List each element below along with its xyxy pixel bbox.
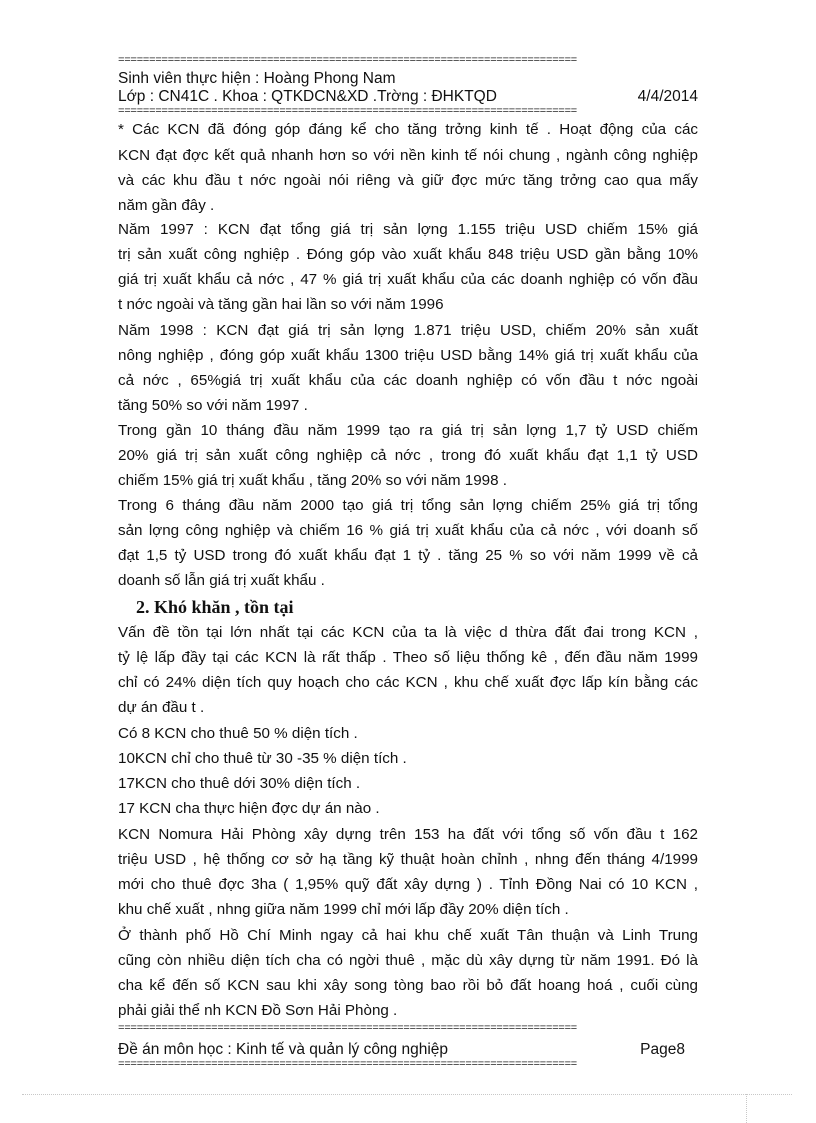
p6-line-3: chỉ có 24% diện tích quy hoạch cho các KCN , khu chế xuất đợc lấp kín bằng các xyxy=(118,674,698,691)
list-item-4: 17 KCN cha thực hiện đợc dự án nào . xyxy=(118,800,380,817)
list-item-3: 17KCN cho thuê dới 30% diện tích . xyxy=(118,775,361,792)
p5-line-1: Trong 6 tháng đầu năm 2000 tạo giá trị tổng sản lợng chiếm 25% giá trị tổng xyxy=(118,497,698,514)
list-item-1: Có 8 KCN cho thuê 50 % diện tích . xyxy=(118,725,358,742)
header-separator-bottom: ========================================================================== xyxy=(118,108,577,116)
p2-line-1: Năm 1997 : KCN đạt tổng giá trị sản lợng 1.155 triệu USD chiếm 15% giá xyxy=(118,221,698,238)
p6-line-2: tỷ lệ lấp đầy tại các KCN là rất thấp . Theo số liệu thống kê , đến đầu năm 1999 xyxy=(118,649,698,666)
section-heading: 2. Khó khăn , tồn tại xyxy=(136,597,294,617)
p8-line-4: phải giải thể nh KCN Đồ Sơn Hải Phòng . xyxy=(118,1002,398,1019)
p1-line-2: KCN đạt đợc kết quả nhanh hơn so với nền kinh tế nói chung , ngành công nghiệp xyxy=(118,147,698,164)
list-item-2: 10KCN chỉ cho thuê từ 30 -35 % diện tích . xyxy=(118,750,407,767)
p5-line-3: đạt 1,5 tỷ USD trong đó xuất khẩu đạt 1 tỷ . tăng 25 % so với năm 1999 về cả xyxy=(118,547,698,564)
header-class-row xyxy=(118,88,698,106)
p2-line-4: t nớc ngoài và tăng gần hai lần so với năm 1996 xyxy=(118,296,444,313)
page-edge-dotted-line xyxy=(22,1094,792,1095)
p7-line-4: khu chế xuất , nhng giữa năm 1999 chỉ mới lấp đầy 20% diện tích . xyxy=(118,901,569,918)
p2-line-2: trị sản xuất công nghiệp . Đóng góp vào xuất khẩu 848 triệu USD gần bằng 10% xyxy=(118,246,698,263)
p6-line-4: dự án đầu t . xyxy=(118,699,205,716)
page-edge-dotted-vertical xyxy=(746,1094,747,1123)
p1-line-1: * Các KCN đã đóng góp đáng kể cho tăng trởng kinh tế . Hoạt động của các xyxy=(118,121,698,138)
footer-row xyxy=(118,1041,685,1059)
p3-line-1: Năm 1998 : KCN đạt giá trị sản lợng 1.871 triệu USD, chiếm 20% sản xuất xyxy=(118,322,698,339)
footer-course: Đề án môn học : Kinh tế và quản lý công nghiệp xyxy=(118,1041,449,1058)
p5-line-2: sản lợng công nghiệp và chiếm 16 % giá trị xuất khẩu của cả nớc , với doanh số xyxy=(118,522,698,539)
p8-line-1: Ở thành phố Hồ Chí Minh ngay cả hai khu chế xuất Tân thuận và Linh Trung xyxy=(118,927,698,944)
p1-line-3: và các khu đầu t nớc ngoài nói riêng và giữ đợc mức tăng trởng cao qua mấy xyxy=(118,172,698,189)
p8-line-3: cha kể đến số KCN sau khi xây song tòng bao rồi bỏ đất hoang hoá , cuối cùng xyxy=(118,977,698,994)
p7-line-3: mới cho thuê đợc 3ha ( 1,95% quỹ đất xây dựng ) . Tỉnh Đồng Nai có 10 KCN , xyxy=(118,876,698,893)
p4-line-2: 20% giá trị sản xuất công nghiệp cả nớc , trong đó xuất khẩu đạt 1,1 tỷ USD xyxy=(118,447,698,464)
p2-line-3: giá trị xuất khẩu cả nớc , 47 % giá trị xuất khẩu của các doanh nghiệp có vốn đầu xyxy=(118,271,698,288)
header-student: Sinh viên thực hiện : Hoàng Phong Nam xyxy=(118,70,396,87)
p8-line-2: cũng còn nhiều diện tích cha có ngời thuê , mặc dù xây dựng từ năm 1991. Đó là xyxy=(118,952,698,969)
p3-line-2: nông nghiệp , đóng góp xuất khẩu 1300 triệu USD bằng 14% giá trị xuất khẩu của xyxy=(118,347,698,364)
footer-separator-top: ========================================================================== xyxy=(118,1025,577,1033)
header-class-info: Lớp : CN41C . Khoa : QTKDCN&XD .Trờng : ĐHKTQD xyxy=(118,88,497,105)
p1-line-4: năm gần đây . xyxy=(118,197,215,214)
p3-line-4: tăng 50% so với năm 1997 . xyxy=(118,397,308,414)
p6-line-1: Vấn đề tồn tại lớn nhất tại các KCN của ta là việc d thừa đất đai trong KCN , xyxy=(118,624,698,641)
p7-line-2: triệu USD , hệ thống cơ sở hạ tầng kỹ thuật hoàn chỉnh , nhng đến tháng 4/1999 xyxy=(118,851,698,868)
p4-line-3: chiếm 15% giá trị xuất khẩu , tăng 20% so với năm 1998 . xyxy=(118,472,508,489)
p7-line-1: KCN Nomura Hải Phòng xây dựng trên 153 ha đất với tổng số vốn đầu t 162 xyxy=(118,826,698,843)
footer-separator-bottom: ========================================================================== xyxy=(118,1061,577,1069)
header-separator-top: ========================================================================== xyxy=(118,57,577,65)
p5-line-4: doanh số lẫn giá trị xuất khẩu . xyxy=(118,572,325,589)
header-date: 4/4/2014 xyxy=(637,88,698,105)
p3-line-3: cả nớc , 65%giá trị xuất khẩu của các doanh nghiệp có vốn đầu t nớc ngoài xyxy=(118,372,698,389)
footer-page-number: Page8 xyxy=(640,1041,685,1058)
p4-line-1: Trong gần 10 tháng đầu năm 1999 tạo ra giá trị sản lợng 1,7 tỷ USD chiếm xyxy=(118,422,698,439)
